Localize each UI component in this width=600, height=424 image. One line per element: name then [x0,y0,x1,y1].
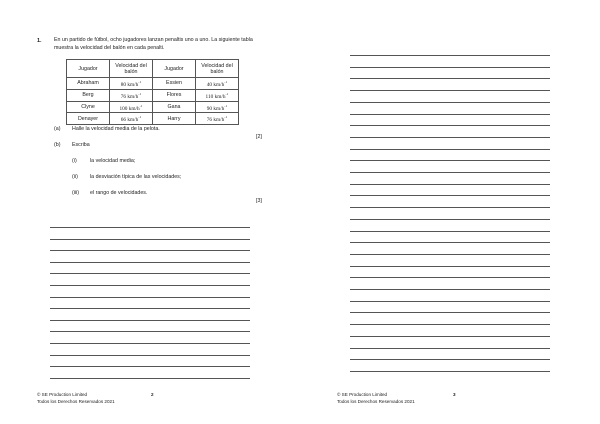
footer-copyright: © SE Production Limited [337,392,388,397]
part-b-iii-text: el rango de velocidades. [90,190,148,196]
table-row [67,89,239,101]
table-cell: 110 $km/h^{-1}$ [196,89,239,101]
answer-line[interactable] [350,125,550,126]
table-cell: Flores [153,89,196,101]
answer-line[interactable] [350,184,550,185]
page-number: 3 [453,392,456,397]
table-cell: Gana [153,101,196,113]
table-row [67,78,239,90]
answer-line[interactable] [350,289,550,290]
answer-line[interactable] [50,366,250,367]
table-cell: Abraham [67,78,110,90]
answer-line[interactable] [50,273,250,274]
answer-line[interactable] [50,297,250,298]
answer-line[interactable] [50,250,250,251]
table-cell: 80 $km/h^{-1}$ [110,78,153,90]
answer-line[interactable] [350,301,550,302]
answer-line[interactable] [50,227,250,228]
part-b-i-text: la velocidad media; [90,158,136,164]
table-row [67,101,239,113]
answer-line[interactable] [350,78,550,79]
footer-rights: Todos los Derechos Reservados 2021 [37,398,115,404]
answer-line[interactable] [350,195,550,196]
footer-right [337,392,415,405]
part-a-marks: [2] [256,134,262,140]
table-cell: 100 $km/h^{-1}$ [110,101,153,113]
table-header-row [67,60,239,78]
answer-line[interactable] [50,320,250,321]
answer-line[interactable] [350,55,550,56]
answer-line[interactable] [350,149,550,150]
table-cell: 40 $km/h^{-1}$ [196,78,239,90]
answer-line[interactable] [50,355,250,356]
answer-line[interactable] [350,371,550,372]
part-b-ii-label: (ii) [72,174,78,180]
answer-line[interactable] [50,343,250,344]
footer-copyright: © SE Production Limited [37,392,88,397]
table-cell: 76 $km/h^{-1}$ [196,113,239,125]
table-cell: Denayer [67,113,110,125]
table-header-cell: Jugador [153,60,196,78]
answer-line[interactable] [350,324,550,325]
table-header-cell: Jugador [67,60,110,78]
part-b-iii-label: (iii) [72,190,80,196]
part-b-text: Escriba [72,142,90,148]
answer-line[interactable] [350,67,550,68]
answer-line[interactable] [350,172,550,173]
answer-line[interactable] [50,308,250,309]
footer-left [37,392,115,405]
answer-line[interactable] [50,331,250,332]
answer-line[interactable] [350,160,550,161]
table-header-cell: Velocidad del balón [196,60,239,78]
answer-line[interactable] [350,359,550,360]
table-cell: Harry [153,113,196,125]
question-text: En un partido de fútbol, ocho jugadores lanzan penaltis uno a uno. La siguiente tabla muestra la velocidad del balón en cada penalti. [54,37,253,51]
answer-line[interactable] [350,277,550,278]
answer-line[interactable] [350,242,550,243]
table-cell: Clyne [67,101,110,113]
part-a-text: Halle la velocidad media de la pelota. [72,126,160,132]
answer-line[interactable] [50,262,250,263]
answer-line[interactable] [350,336,550,337]
part-b-marks: [3] [256,198,262,204]
table-cell: 66 $km/h^{-1}$ [110,113,153,125]
answer-line[interactable] [350,348,550,349]
answer-line[interactable] [350,207,550,208]
answer-line[interactable] [350,102,550,103]
table-header-cell: Velocidad del balón [110,60,153,78]
table-cell: 90 $km/h^{-1}$ [196,101,239,113]
answer-line[interactable] [350,219,550,220]
answer-line[interactable] [50,285,250,286]
table-cell: 76 $km/h^{-1}$ [110,89,153,101]
answer-line[interactable] [50,239,250,240]
page-number: 2 [151,392,154,397]
answer-line[interactable] [350,114,550,115]
part-b-ii-text: la desviación típica de las velocidades; [90,174,182,180]
right-page [300,0,600,424]
part-b-i-label: (i) [72,158,77,164]
answer-line[interactable] [350,231,550,232]
answer-line[interactable] [350,254,550,255]
table-cell: Essien [153,78,196,90]
question-number: 1. [37,38,42,44]
answer-line[interactable] [50,378,250,379]
answer-line[interactable] [350,137,550,138]
footer-rights: Todos los Derechos Reservados 2021 [337,398,415,404]
answer-line[interactable] [350,90,550,91]
answer-line[interactable] [350,312,550,313]
speed-table [66,59,239,125]
answer-line[interactable] [350,266,550,267]
table-row [67,113,239,125]
part-a-label: (a) [54,126,61,132]
part-b-label: (b) [54,142,61,148]
table-cell: Berg [67,89,110,101]
